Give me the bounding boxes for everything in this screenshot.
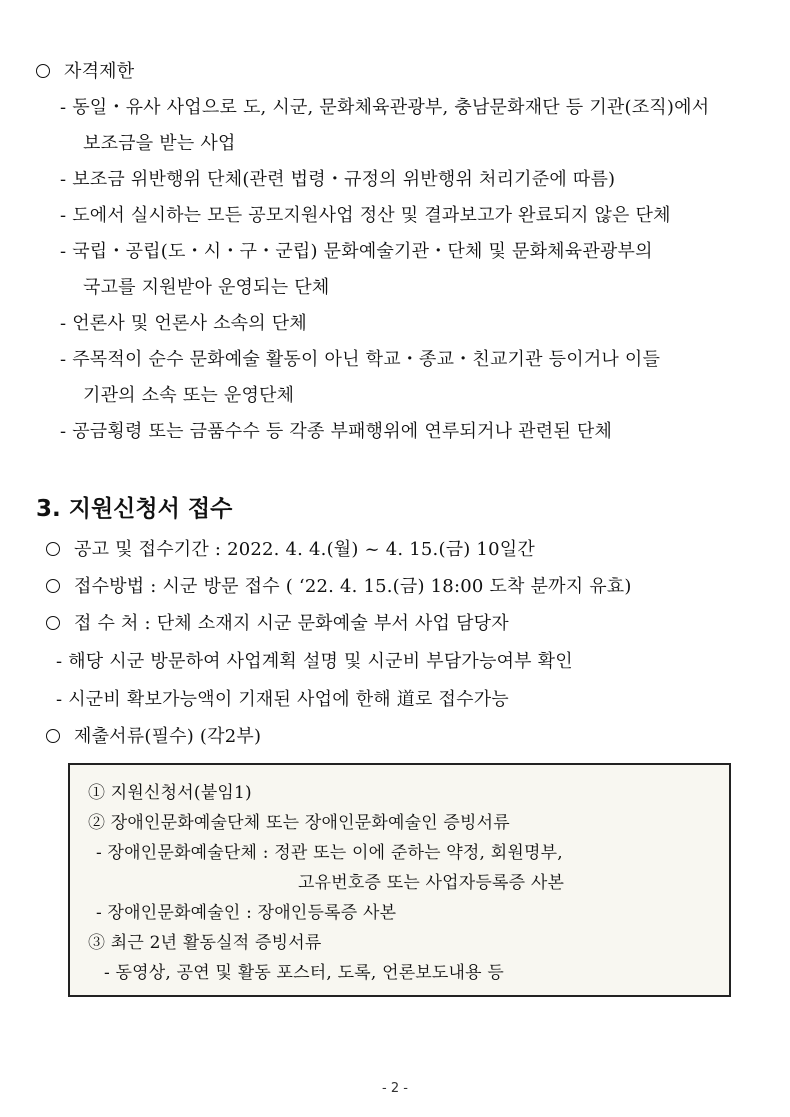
documents-item: ③ 최근 2년 활동실적 증빙서류 [88,933,322,953]
period-text: 공고 및 접수기간 : 2022. 4. 4.(월) ~ 4. 15.(금) 10일간 [74,539,535,560]
period-row [46,538,535,562]
place-text: 접 수 처 : 단체 소재지 시군 문화예술 부서 사업 담당자 [74,613,509,634]
qualification-title: 자격제한 [64,61,135,82]
circle-bullet-icon [46,579,60,593]
documents-item: ② 장애인문화예술단체 또는 장애인문화예술인 증빙서류 [88,813,510,833]
place-sub-item: - 해당 시군 방문하여 사업계획 설명 및 시군비 부담가능여부 확인 [56,651,573,672]
method-row [46,575,632,599]
place-row [46,612,509,636]
qualification-title-row [36,60,134,84]
qualification-item: - 주목적이 순수 문화예술 활동이 아닌 학교・종교・친교기관 등이거나 이들 [60,349,661,370]
qualification-item: - 도에서 실시하는 모든 공모지원사업 정산 및 결과보고가 완료되지 않은 단체 [60,205,671,226]
qualification-item: - 언론사 및 언론사 소속의 단체 [60,313,307,334]
documents-title: 제출서류(필수) (각2부) [74,726,262,747]
documents-sub-item: - 장애인문화예술인 : 장애인등록증 사본 [96,903,397,923]
section-heading: 3. 지원신청서 접수 [36,496,233,522]
documents-item: ① 지원신청서(붙임1) [88,783,252,803]
qualification-item: - 보조금 위반행위 단체(관련 법령・규정의 위반행위 처리기준에 따름) [60,169,616,190]
place-sub-item: - 시군비 확보가능액이 기재된 사업에 한해 道로 접수가능 [56,689,509,710]
method-text: 접수방법 : 시군 방문 접수 ( ‘22. 4. 15.(금) 18:00 도착 분까지 유효) [74,576,632,597]
circle-bullet-icon [46,542,60,556]
page-number: - 2 - [382,1081,408,1096]
documents-sub-item-cont: 고유번호증 또는 사업자등록증 사본 [298,873,565,893]
circle-bullet-icon [46,616,60,630]
documents-box [68,763,731,997]
qualification-item-cont: 기관의 소속 또는 운영단체 [83,385,295,406]
documents-sub-item: - 동영상, 공연 및 활동 포스터, 도록, 언론보도내용 등 [104,963,505,983]
qualification-item: - 동일・유사 사업으로 도, 시군, 문화체육관광부, 충남문화재단 등 기관(조직)에서 [60,97,710,118]
qualification-item: - 공금횡령 또는 금품수수 등 각종 부패행위에 연루되거나 관련된 단체 [60,421,613,442]
circle-bullet-icon [36,64,50,78]
qualification-item: - 국립・공립(도・시・구・군립) 문화예술기관・단체 및 문화체육관광부의 [60,241,653,262]
qualification-item-cont: 보조금을 받는 사업 [83,133,236,154]
circle-bullet-icon [46,729,60,743]
documents-sub-item: - 장애인문화예술단체 : 정관 또는 이에 준하는 약정, 회원명부, [96,843,563,863]
qualification-item-cont: 국고를 지원받아 운영되는 단체 [83,277,330,298]
documents-title-row [46,725,261,749]
